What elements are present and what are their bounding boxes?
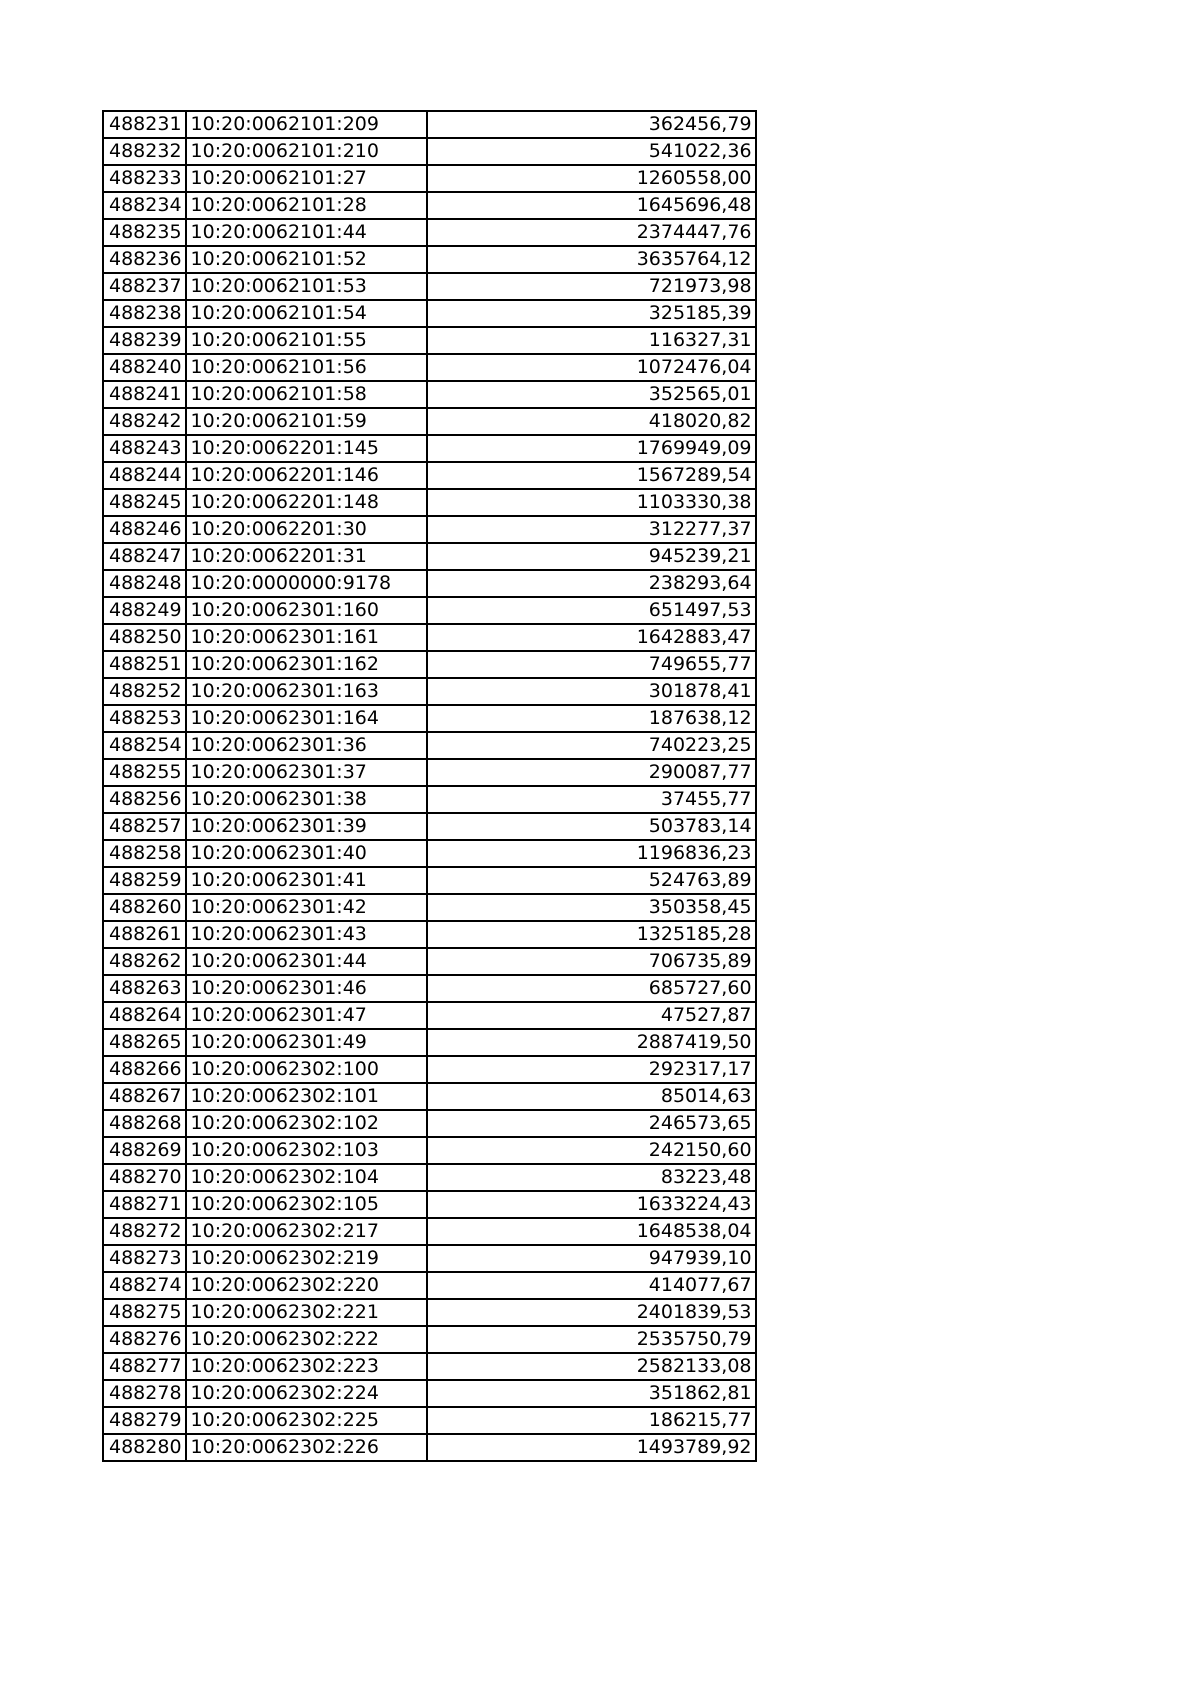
cadastral-number-cell: 10:20:0062301:46 [186, 975, 427, 1002]
row-id-cell: 488240 [103, 354, 186, 381]
cadastral-value-cell: 85014,63 [427, 1083, 756, 1110]
table-row [103, 1137, 756, 1164]
cadastral-number-cell: 10:20:0062101:209 [186, 111, 427, 138]
cadastral-number-cell: 10:20:0062302:224 [186, 1380, 427, 1407]
cadastral-number-cell: 10:20:0062201:31 [186, 543, 427, 570]
cadastral-number-cell: 10:20:0062301:42 [186, 894, 427, 921]
row-id-cell: 488251 [103, 651, 186, 678]
row-id-cell: 488246 [103, 516, 186, 543]
cadastral-number-cell: 10:20:0062101:55 [186, 327, 427, 354]
table-row [103, 516, 756, 543]
row-id-cell: 488241 [103, 381, 186, 408]
row-id-cell: 488272 [103, 1218, 186, 1245]
cadastral-value-cell: 706735,89 [427, 948, 756, 975]
table-row [103, 1083, 756, 1110]
cadastral-number-cell: 10:20:0062302:100 [186, 1056, 427, 1083]
cadastral-value-cell: 37455,77 [427, 786, 756, 813]
row-id-cell: 488237 [103, 273, 186, 300]
table-row [103, 948, 756, 975]
cadastral-number-cell: 10:20:0062101:210 [186, 138, 427, 165]
table-row [103, 570, 756, 597]
table-row [103, 138, 756, 165]
row-id-cell: 488275 [103, 1299, 186, 1326]
row-id-cell: 488254 [103, 732, 186, 759]
cadastral-value-cell: 503783,14 [427, 813, 756, 840]
table-row [103, 1245, 756, 1272]
cadastral-value-cell: 1196836,23 [427, 840, 756, 867]
cadastral-number-cell: 10:20:0062201:30 [186, 516, 427, 543]
table-row [103, 219, 756, 246]
cadastral-number-cell: 10:20:0062301:37 [186, 759, 427, 786]
cadastral-value-cell: 1072476,04 [427, 354, 756, 381]
cadastral-number-cell: 10:20:0062302:104 [186, 1164, 427, 1191]
cadastral-value-cell: 350358,45 [427, 894, 756, 921]
table-row [103, 975, 756, 1002]
row-id-cell: 488274 [103, 1272, 186, 1299]
cadastral-value-cell: 362456,79 [427, 111, 756, 138]
cadastral-number-cell: 10:20:0062101:44 [186, 219, 427, 246]
table-row [103, 300, 756, 327]
cadastral-value-cell: 2535750,79 [427, 1326, 756, 1353]
table-row [103, 543, 756, 570]
row-id-cell: 488257 [103, 813, 186, 840]
cadastral-number-cell: 10:20:0062101:53 [186, 273, 427, 300]
cadastral-number-cell: 10:20:0062201:148 [186, 489, 427, 516]
cadastral-number-cell: 10:20:0062302:217 [186, 1218, 427, 1245]
table-row [103, 1272, 756, 1299]
row-id-cell: 488263 [103, 975, 186, 1002]
cadastral-number-cell: 10:20:0062302:223 [186, 1353, 427, 1380]
cadastral-value-cell: 749655,77 [427, 651, 756, 678]
cadastral-number-cell: 10:20:0062101:27 [186, 165, 427, 192]
table-row [103, 1299, 756, 1326]
cadastral-value-cell: 1642883,47 [427, 624, 756, 651]
cadastral-number-cell: 10:20:0062301:162 [186, 651, 427, 678]
table-row [103, 651, 756, 678]
table-row [103, 705, 756, 732]
cadastral-value-cell: 1633224,43 [427, 1191, 756, 1218]
table-row [103, 462, 756, 489]
table-row [103, 1353, 756, 1380]
cadastral-number-cell: 10:20:0062301:38 [186, 786, 427, 813]
cadastral-value-cell: 1769949,09 [427, 435, 756, 462]
cadastral-value-cell: 2887419,50 [427, 1029, 756, 1056]
row-id-cell: 488244 [103, 462, 186, 489]
cadastral-value-cell: 351862,81 [427, 1380, 756, 1407]
cadastral-value-cell: 947939,10 [427, 1245, 756, 1272]
cadastral-number-cell: 10:20:0062301:36 [186, 732, 427, 759]
table-row [103, 354, 756, 381]
cadastral-value-cell: 2401839,53 [427, 1299, 756, 1326]
cadastral-value-cell: 1648538,04 [427, 1218, 756, 1245]
cadastral-value-cell: 740223,25 [427, 732, 756, 759]
row-id-cell: 488248 [103, 570, 186, 597]
row-id-cell: 488280 [103, 1434, 186, 1461]
cadastral-value-cell: 945239,21 [427, 543, 756, 570]
cadastral-number-cell: 10:20:0062302:221 [186, 1299, 427, 1326]
cadastral-number-cell: 10:20:0062301:43 [186, 921, 427, 948]
cadastral-value-cell: 1325185,28 [427, 921, 756, 948]
table-row [103, 381, 756, 408]
cadastral-value-cell: 2374447,76 [427, 219, 756, 246]
table-row [103, 1110, 756, 1137]
cadastral-number-cell: 10:20:0062301:39 [186, 813, 427, 840]
cadastral-value-table [102, 110, 757, 1462]
row-id-cell: 488234 [103, 192, 186, 219]
row-id-cell: 488267 [103, 1083, 186, 1110]
cadastral-number-cell: 10:20:0062201:145 [186, 435, 427, 462]
table-row [103, 489, 756, 516]
cadastral-number-cell: 10:20:0062101:58 [186, 381, 427, 408]
row-id-cell: 488262 [103, 948, 186, 975]
row-id-cell: 488269 [103, 1137, 186, 1164]
table-row [103, 759, 756, 786]
cadastral-value-cell: 651497,53 [427, 597, 756, 624]
cadastral-value-cell: 721973,98 [427, 273, 756, 300]
cadastral-number-cell: 10:20:0062301:163 [186, 678, 427, 705]
row-id-cell: 488276 [103, 1326, 186, 1353]
cadastral-number-cell: 10:20:0062301:164 [186, 705, 427, 732]
cadastral-value-cell: 1567289,54 [427, 462, 756, 489]
table-row [103, 192, 756, 219]
table-row [103, 1029, 756, 1056]
row-id-cell: 488264 [103, 1002, 186, 1029]
table-row [103, 840, 756, 867]
cadastral-number-cell: 10:20:0062302:225 [186, 1407, 427, 1434]
table-row [103, 246, 756, 273]
row-id-cell: 488236 [103, 246, 186, 273]
row-id-cell: 488233 [103, 165, 186, 192]
table-row [103, 1191, 756, 1218]
row-id-cell: 488231 [103, 111, 186, 138]
cadastral-value-cell: 292317,17 [427, 1056, 756, 1083]
table-row [103, 1407, 756, 1434]
table-row [103, 1002, 756, 1029]
cadastral-value-cell: 312277,37 [427, 516, 756, 543]
table-row [103, 1056, 756, 1083]
cadastral-value-cell: 414077,67 [427, 1272, 756, 1299]
cadastral-number-cell: 10:20:0062201:146 [186, 462, 427, 489]
row-id-cell: 488253 [103, 705, 186, 732]
cadastral-value-cell: 1645696,48 [427, 192, 756, 219]
row-id-cell: 488249 [103, 597, 186, 624]
cadastral-value-cell: 116327,31 [427, 327, 756, 354]
cadastral-value-cell: 301878,41 [427, 678, 756, 705]
row-id-cell: 488235 [103, 219, 186, 246]
cadastral-value-cell: 83223,48 [427, 1164, 756, 1191]
cadastral-value-cell: 1493789,92 [427, 1434, 756, 1461]
cadastral-number-cell: 10:20:0062101:28 [186, 192, 427, 219]
row-id-cell: 488247 [103, 543, 186, 570]
row-id-cell: 488279 [103, 1407, 186, 1434]
row-id-cell: 488261 [103, 921, 186, 948]
row-id-cell: 488260 [103, 894, 186, 921]
cadastral-number-cell: 10:20:0062302:222 [186, 1326, 427, 1353]
table-row [103, 273, 756, 300]
table-row [103, 732, 756, 759]
row-id-cell: 488273 [103, 1245, 186, 1272]
cadastral-value-cell: 186215,77 [427, 1407, 756, 1434]
cadastral-number-cell: 10:20:0062301:160 [186, 597, 427, 624]
cadastral-value-cell: 246573,65 [427, 1110, 756, 1137]
row-id-cell: 488255 [103, 759, 186, 786]
row-id-cell: 488265 [103, 1029, 186, 1056]
cadastral-number-cell: 10:20:0062301:41 [186, 867, 427, 894]
row-id-cell: 488258 [103, 840, 186, 867]
cadastral-value-cell: 242150,60 [427, 1137, 756, 1164]
cadastral-value-cell: 541022,36 [427, 138, 756, 165]
cadastral-value-cell: 325185,39 [427, 300, 756, 327]
row-id-cell: 488268 [103, 1110, 186, 1137]
cadastral-number-cell: 10:20:0062101:59 [186, 408, 427, 435]
row-id-cell: 488259 [103, 867, 186, 894]
row-id-cell: 488250 [103, 624, 186, 651]
cadastral-value-cell: 685727,60 [427, 975, 756, 1002]
table-row [103, 624, 756, 651]
cadastral-number-cell: 10:20:0062302:105 [186, 1191, 427, 1218]
table-row [103, 894, 756, 921]
cadastral-value-cell: 47527,87 [427, 1002, 756, 1029]
cadastral-number-cell: 10:20:0062101:52 [186, 246, 427, 273]
row-id-cell: 488256 [103, 786, 186, 813]
table-row [103, 1380, 756, 1407]
table-row [103, 786, 756, 813]
cadastral-number-cell: 10:20:0062302:103 [186, 1137, 427, 1164]
cadastral-value-cell: 187638,12 [427, 705, 756, 732]
cadastral-number-cell: 10:20:0062302:219 [186, 1245, 427, 1272]
table-row [103, 597, 756, 624]
cadastral-number-cell: 10:20:0062101:54 [186, 300, 427, 327]
row-id-cell: 488271 [103, 1191, 186, 1218]
table-row [103, 1434, 756, 1461]
table-row [103, 1326, 756, 1353]
cadastral-value-cell: 2582133,08 [427, 1353, 756, 1380]
cadastral-number-cell: 10:20:0062302:220 [186, 1272, 427, 1299]
row-id-cell: 488243 [103, 435, 186, 462]
table-row [103, 327, 756, 354]
table-row [103, 408, 756, 435]
table-body [103, 111, 756, 1461]
table-row [103, 678, 756, 705]
cadastral-value-cell: 3635764,12 [427, 246, 756, 273]
table-row [103, 867, 756, 894]
cadastral-value-cell: 418020,82 [427, 408, 756, 435]
cadastral-number-cell: 10:20:0062301:47 [186, 1002, 427, 1029]
table-row [103, 1164, 756, 1191]
row-id-cell: 488270 [103, 1164, 186, 1191]
row-id-cell: 488242 [103, 408, 186, 435]
table-row [103, 813, 756, 840]
table-row [103, 921, 756, 948]
cadastral-number-cell: 10:20:0000000:9178 [186, 570, 427, 597]
cadastral-value-cell: 352565,01 [427, 381, 756, 408]
table-row [103, 165, 756, 192]
row-id-cell: 488266 [103, 1056, 186, 1083]
cadastral-value-cell: 524763,89 [427, 867, 756, 894]
cadastral-value-cell: 290087,77 [427, 759, 756, 786]
cadastral-value-cell: 1103330,38 [427, 489, 756, 516]
cadastral-value-cell: 1260558,00 [427, 165, 756, 192]
cadastral-number-cell: 10:20:0062101:56 [186, 354, 427, 381]
row-id-cell: 488238 [103, 300, 186, 327]
cadastral-value-cell: 238293,64 [427, 570, 756, 597]
cadastral-number-cell: 10:20:0062301:49 [186, 1029, 427, 1056]
row-id-cell: 488245 [103, 489, 186, 516]
cadastral-number-cell: 10:20:0062302:226 [186, 1434, 427, 1461]
cadastral-number-cell: 10:20:0062301:161 [186, 624, 427, 651]
row-id-cell: 488278 [103, 1380, 186, 1407]
cadastral-number-cell: 10:20:0062301:44 [186, 948, 427, 975]
table-row [103, 111, 756, 138]
cadastral-number-cell: 10:20:0062301:40 [186, 840, 427, 867]
table-row [103, 435, 756, 462]
row-id-cell: 488252 [103, 678, 186, 705]
row-id-cell: 488232 [103, 138, 186, 165]
cadastral-number-cell: 10:20:0062302:102 [186, 1110, 427, 1137]
table-row [103, 1218, 756, 1245]
row-id-cell: 488277 [103, 1353, 186, 1380]
row-id-cell: 488239 [103, 327, 186, 354]
cadastral-number-cell: 10:20:0062302:101 [186, 1083, 427, 1110]
